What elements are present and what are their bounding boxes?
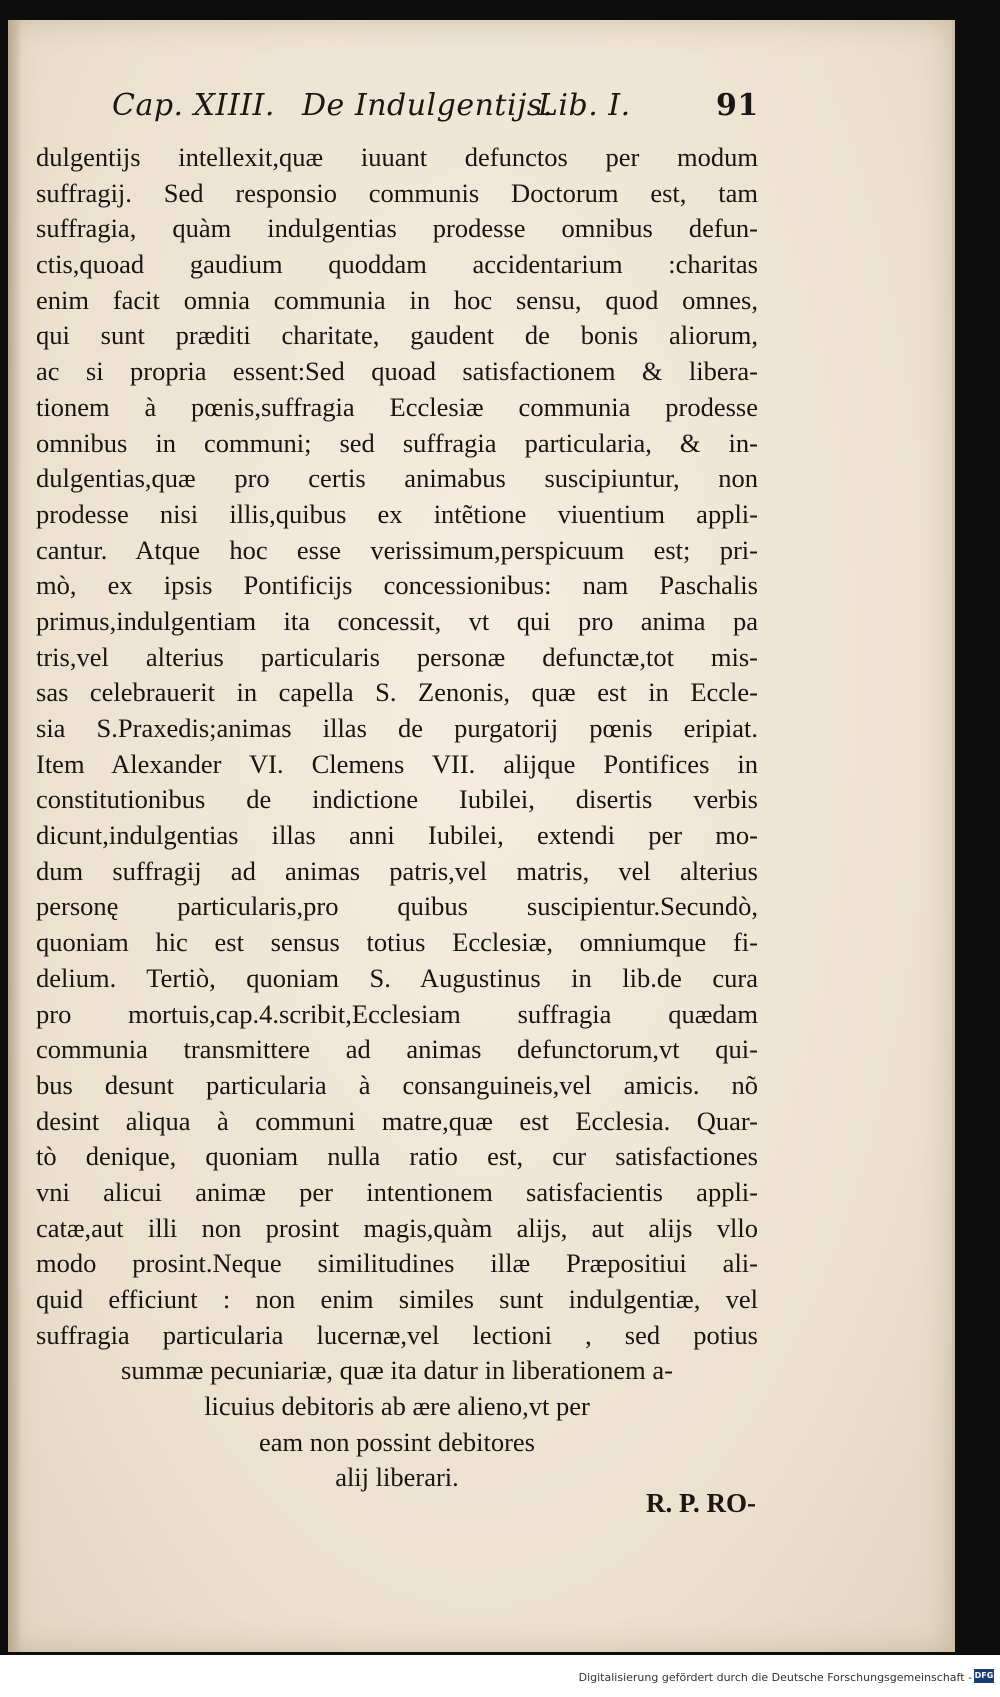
catchword: R. P. RO-: [645, 1488, 756, 1518]
page-number: 91: [716, 88, 759, 123]
text-line: bus desunt particularia à consanguineis,vel amicis. nõ: [36, 1069, 758, 1100]
text-line: dulgentias,quæ pro certis animabus suscipiuntur, non: [36, 463, 758, 494]
text-line: catæ,aut illi non prosint magis,quàm alijs, aut alijs vllo: [36, 1212, 758, 1243]
dfg-logo-icon: DFG: [974, 1669, 994, 1683]
text-line: vni alicui animæ per intentionem satisfacientis appli-: [36, 1176, 758, 1207]
text-line: primus,indulgentiam ita concessit, vt qui pro anima pa: [36, 605, 758, 636]
text-line: prodesse nisi illis,quibus ex intẽtione viuentium appli-: [36, 498, 758, 529]
text-line: sia S.Praxedis;animas illas de purgatorij pœnis eripiat.: [36, 713, 758, 743]
text-line: tò denique, quoniam nulla ratio est, cur satisfactiones: [36, 1141, 758, 1172]
closing-line: alij liberari.: [335, 1462, 459, 1493]
text-line: tris,vel alterius particularis personæ defunctæ,tot mis-: [36, 641, 758, 672]
text-line: constitutionibus de indictione Iubilei, disertis verbis: [36, 784, 758, 815]
footer-credit: Digitalisierung gefördert durch die Deutsche Forschungsgemeinschaft -: [578, 1671, 972, 1684]
text-line: Item Alexander VI. Clemens VII. alijque Pontifices in: [36, 748, 758, 779]
text-line: quoniam hic est sensus totius Ecclesiæ, omniumque fi-: [36, 927, 758, 958]
closing-line: summæ pecuniariæ, quæ ita datur in liberationem a-: [121, 1355, 673, 1386]
body-text: [36, 140, 758, 1496]
text-line: dum suffragij ad animas patris,vel matris, vel alterius: [36, 855, 758, 886]
text-line: dulgentijs intellexit,quæ iuuant defunctos per modum: [36, 142, 758, 172]
text-line: ac si propria essent:Sed quoad satisfactionem & libera-: [36, 356, 758, 387]
closing-line: eam non possint debitores: [259, 1426, 535, 1457]
text-line: pro mortuis,cap.4.scribit,Ecclesiam suffragia quædam: [36, 998, 758, 1029]
text-line: suffragij. Sed responsio communis Doctorum est, tam: [36, 177, 758, 208]
text-line: quid efficiunt : non enim similes sunt indulgentiæ, vel: [36, 1284, 758, 1314]
page-gutter-shadow: [8, 20, 22, 1652]
text-line: modo prosint.Neque similitudines illæ Præpositiui ali-: [36, 1248, 758, 1279]
header-title: De Indulgentijs.: [302, 88, 553, 123]
text-line: suffragia particularia lucernæ,vel lectioni , sed potius: [36, 1319, 758, 1350]
header-chapter: Cap. XIIII.: [112, 88, 275, 123]
text-line: tionem à pœnis,suffragia Ecclesiæ communia prodesse: [36, 391, 758, 422]
header-book: Lib. I.: [538, 88, 631, 123]
book-page: [8, 20, 955, 1652]
text-line: enim facit omnia communia in hoc sensu, quod omnes,: [36, 284, 758, 315]
text-line: omnibus in communi; sed suffragia particularia, & in-: [36, 427, 758, 458]
closing-line: licuius debitoris ab ære alieno,vt per: [204, 1391, 590, 1422]
text-line: communia transmittere ad animas defunctorum,vt qui-: [36, 1034, 758, 1065]
text-line: sas celebrauerit in capella S. Zenonis, quæ est in Eccle-: [36, 677, 758, 708]
running-header: [112, 82, 759, 132]
text-line: personę particularis,pro quibus suscipientur.Secundò,: [36, 891, 758, 922]
text-line: suffragia, quàm indulgentias prodesse omnibus defun-: [36, 213, 758, 244]
text-line: delium. Tertiò, quoniam S. Augustinus in lib.de cura: [36, 962, 758, 993]
text-line: mò, ex ipsis Pontificijs concessionibus: nam Paschalis: [36, 570, 758, 601]
digitization-footer: [0, 1655, 1000, 1697]
text-line: qui sunt præditi charitate, gaudent de bonis aliorum,: [36, 320, 758, 351]
text-line: ctis,quoad gaudium quoddam accidentarium :charitas: [36, 249, 758, 280]
text-line: cantur. Atque hoc esse verissimum,perspicuum est; pri-: [36, 534, 758, 565]
text-line: desint aliqua à communi matre,quæ est Ecclesia. Quar-: [36, 1105, 758, 1136]
text-line: dicunt,indulgentias illas anni Iubilei, extendi per mo-: [36, 820, 758, 851]
